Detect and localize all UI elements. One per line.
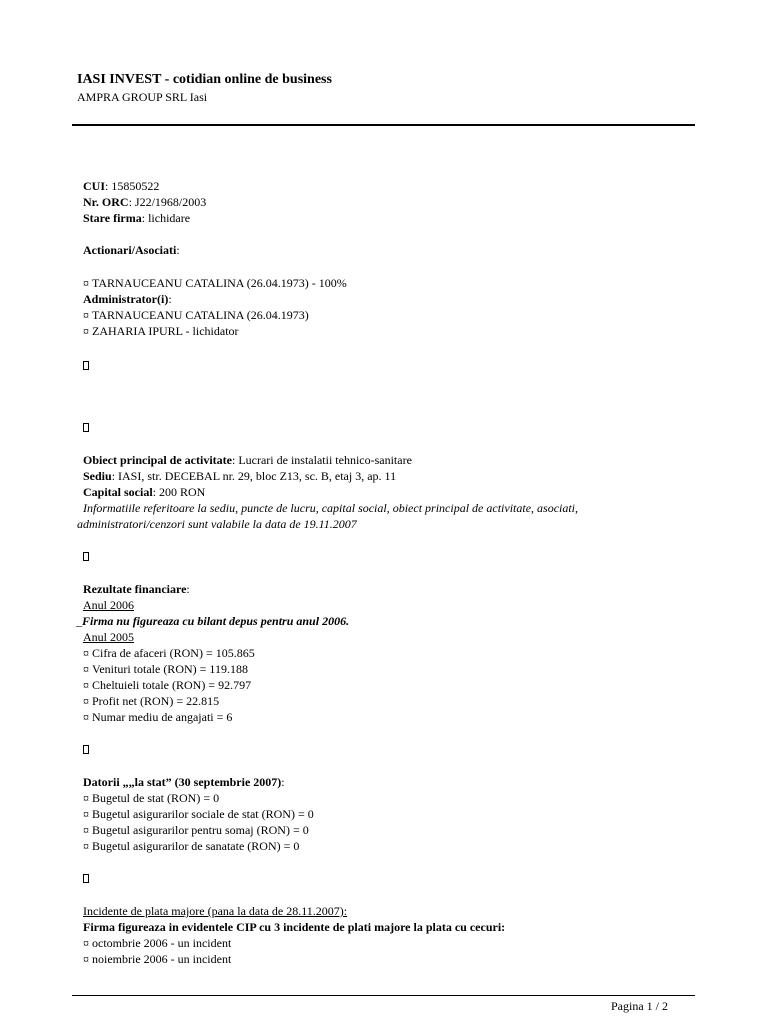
incidente-heading: Incidente de plata majore (pana la data de 28.11.2007): xyxy=(83,904,348,918)
admin-item: ¤ TARNAUCEANU CATALINA (26.04.1973) xyxy=(83,308,309,322)
capital-line: Capital social: 200 RON xyxy=(83,485,206,499)
orc-line: Nr. ORC: J22/1968/2003 xyxy=(83,195,207,209)
stare-line: Stare firma: lichidare xyxy=(83,211,191,225)
financial-item: ¤ Cheltuieli totale (RON) = 92.797 xyxy=(83,678,252,692)
sediu-line: Sediu: IASI, str. DECEBAL nr. 29, bloc Z13, sc. B, etaj 3, ap. 11 xyxy=(83,469,397,483)
placeholder-glyph xyxy=(83,358,89,374)
cui-line: CUI: 15850522 xyxy=(83,179,160,193)
incident-item: ¤ octombrie 2006 - un incident xyxy=(83,936,232,950)
obiect-line: Obiect principal de activitate: Lucrari de instalatii tehnico-sanitare xyxy=(83,453,412,467)
placeholder-glyph xyxy=(83,420,89,436)
admin-heading: Administrator(i): xyxy=(83,292,172,306)
placeholder-glyph xyxy=(83,871,89,887)
validity-note: administratori/cenzori sunt valabile la data de 19.11.2007 xyxy=(77,517,357,531)
footer-divider xyxy=(72,995,695,996)
validity-note: Informatiile referitoare la sediu, puncte de lucru, capital social, obiect principal de activitate, asociati, xyxy=(83,501,579,515)
datorii-item: ¤ Bugetul de stat (RON) = 0 xyxy=(83,791,220,805)
financial-item: ¤ Cifra de afaceri (RON) = 105.865 xyxy=(83,646,255,660)
incidente-summary: Firma figureaza in evidentele CIP cu 3 incidente de plati majore la plata cu cecuri: xyxy=(83,920,506,934)
document-title: IASI INVEST - cotidian online de business xyxy=(77,72,332,87)
year-2006-note: _Firma nu figureaza cu bilant depus pentru anul 2006. xyxy=(76,614,350,628)
company-name: AMPRA GROUP SRL Iasi xyxy=(77,90,208,104)
financial-item: ¤ Venituri totale (RON) = 119.188 xyxy=(83,662,248,676)
page-number: Pagina 1 / 2 xyxy=(611,999,668,1013)
financiar-heading: Rezultate financiare: xyxy=(83,582,190,596)
financial-item: ¤ Numar mediu de angajati = 6 xyxy=(83,710,233,724)
year-2006: Anul 2006 xyxy=(83,598,134,612)
datorii-item: ¤ Bugetul asigurarilor pentru somaj (RON) = 0 xyxy=(83,823,309,837)
actionari-item: ¤ TARNAUCEANU CATALINA (26.04.1973) - 100% xyxy=(83,276,347,290)
datorii-item: ¤ Bugetul asigurarilor sociale de stat (RON) = 0 xyxy=(83,807,314,821)
year-2005: Anul 2005 xyxy=(83,630,134,644)
financial-item: ¤ Profit net (RON) = 22.815 xyxy=(83,694,220,708)
header-divider xyxy=(72,124,695,126)
placeholder-glyph xyxy=(83,742,89,758)
placeholder-glyph xyxy=(83,549,89,565)
datorii-heading: Datorii „„la stat” (30 septembrie 2007): xyxy=(83,775,285,789)
incident-item: ¤ noiembrie 2006 - un incident xyxy=(83,952,232,966)
actionari-heading: Actionari/Asociati: xyxy=(83,243,180,257)
datorii-item: ¤ Bugetul asigurarilor de sanatate (RON) = 0 xyxy=(83,839,300,853)
admin-item: ¤ ZAHARIA IPURL - lichidator xyxy=(83,324,239,338)
